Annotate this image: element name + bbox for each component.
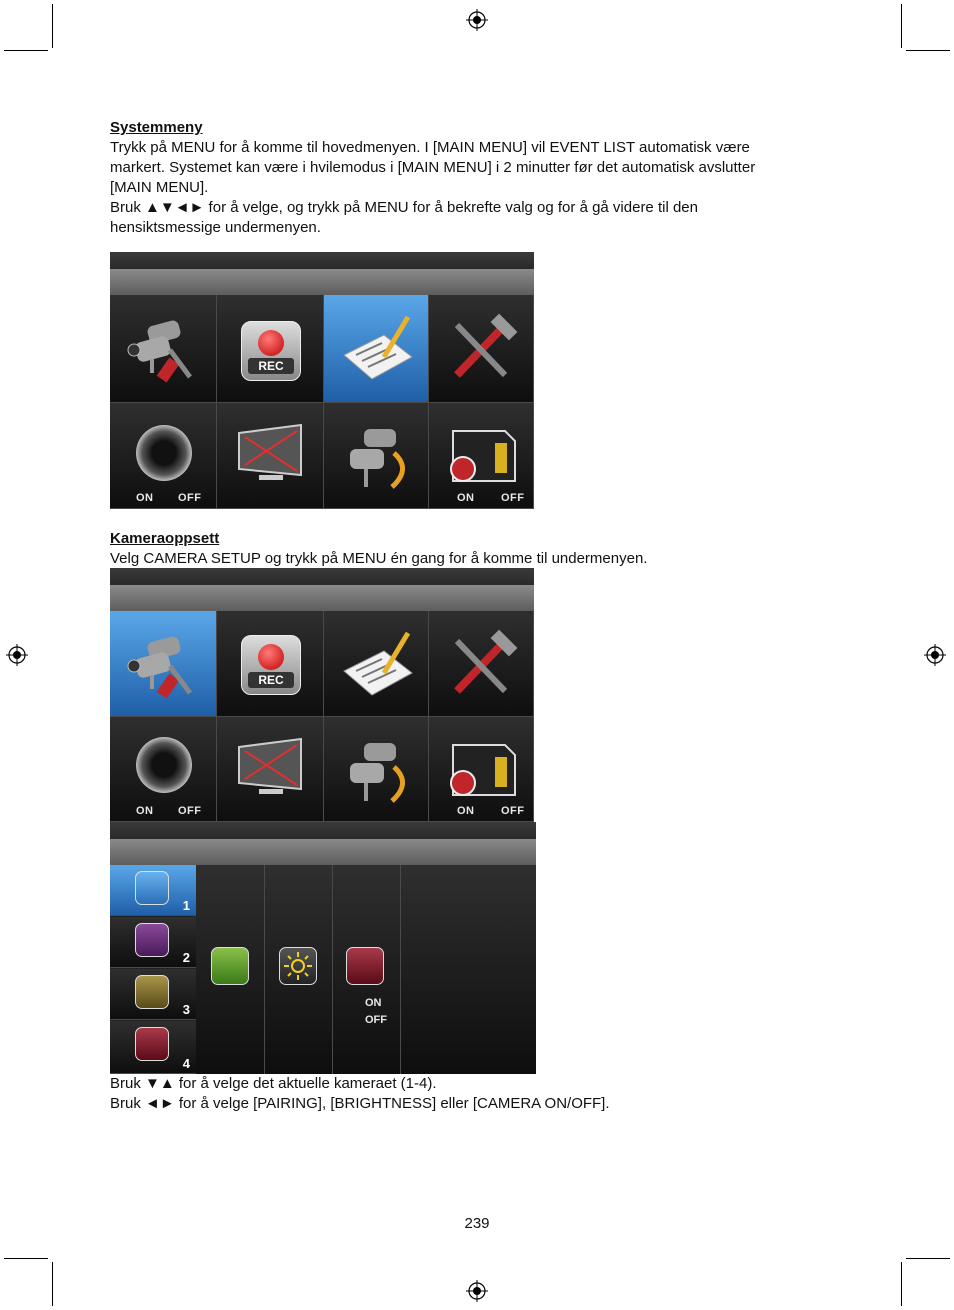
menu-status-bar <box>110 269 534 295</box>
brightness-icon <box>279 947 317 985</box>
camera-switch-icon <box>324 717 429 822</box>
monitor-tile[interactable] <box>217 717 324 822</box>
registration-mark-icon <box>924 644 946 666</box>
camera-icon <box>135 1027 169 1061</box>
off-label: OFF <box>365 1014 387 1026</box>
crop-mark <box>52 4 53 48</box>
brightness-column[interactable] <box>265 865 333 1074</box>
event-list-tile[interactable] <box>324 295 429 403</box>
speaker-icon <box>136 425 192 481</box>
camera-setup-tile[interactable] <box>110 295 217 403</box>
off-label: OFF <box>178 805 202 817</box>
record-icon <box>241 635 301 695</box>
menu-status-bar <box>110 839 536 865</box>
record-tile[interactable] <box>217 611 324 717</box>
menu-title-bar <box>110 252 534 269</box>
camera-4-button[interactable] <box>110 1021 196 1074</box>
camera-3-button[interactable] <box>110 969 196 1020</box>
on-label: ON <box>457 805 475 817</box>
monitor-tile[interactable] <box>217 403 324 509</box>
tools-icon <box>429 295 534 403</box>
body-text: Velg CAMERA SETUP og trykk på MENU én gang for å komme til undermenyen. <box>110 550 648 567</box>
camera-icon <box>135 975 169 1009</box>
event-list-tile[interactable] <box>324 611 429 717</box>
systemmeny-section <box>110 118 830 238</box>
crop-mark <box>4 1258 48 1259</box>
off-label: OFF <box>501 492 525 504</box>
body-text: [MAIN MENU]. <box>110 179 209 196</box>
section-heading: Systemmeny <box>110 119 203 136</box>
record-tile[interactable] <box>217 295 324 403</box>
crop-mark <box>901 1262 902 1306</box>
off-label: OFF <box>501 805 525 817</box>
menu-title-bar <box>110 568 534 585</box>
camera-onoff-column[interactable] <box>333 865 401 1074</box>
sound-tile[interactable] <box>110 717 217 822</box>
camera-1-button[interactable] <box>110 865 196 916</box>
camera-number: 3 <box>182 1002 190 1017</box>
crop-mark <box>906 1258 950 1259</box>
navigation-instructions <box>110 1074 830 1114</box>
registration-mark-icon <box>6 644 28 666</box>
on-label: ON <box>365 997 382 1009</box>
crop-mark <box>52 1262 53 1306</box>
body-text: Bruk ▼▲ for å velge det aktuelle kameraet (1-4). <box>110 1075 437 1092</box>
event-list-icon <box>324 295 429 403</box>
pairing-icon <box>211 947 249 985</box>
body-text: markert. Systemet kan være i hvilemodus i [MAIN MENU] i 2 minutter før det automatisk avslutter <box>110 159 756 176</box>
camera-power-icon <box>346 947 384 985</box>
sd-card-tile[interactable] <box>429 403 534 509</box>
record-icon <box>241 321 301 381</box>
section-heading: Kameraoppsett <box>110 530 220 547</box>
crop-mark <box>901 4 902 48</box>
kameraoppsett-section <box>110 529 830 569</box>
registration-mark-icon <box>466 1280 488 1302</box>
event-list-icon <box>324 611 429 717</box>
tools-tile[interactable] <box>429 295 534 403</box>
camera-setup-icon <box>110 295 217 403</box>
on-label: ON <box>136 492 154 504</box>
camera-list <box>110 865 197 1074</box>
sd-card-tile[interactable] <box>429 717 534 822</box>
main-menu-screen-camera-selected <box>110 568 534 822</box>
sound-tile[interactable] <box>110 403 217 509</box>
camera-setup-tile[interactable] <box>110 611 217 717</box>
tools-icon <box>429 611 534 717</box>
camera-switch-tile[interactable] <box>324 403 429 509</box>
registration-mark-icon <box>466 9 488 31</box>
camera-2-button[interactable] <box>110 917 196 968</box>
body-text: Bruk ◄► for å velge [PAIRING], [BRIGHTNESS] eller [CAMERA ON/OFF]. <box>110 1095 610 1112</box>
camera-switch-icon <box>324 403 429 509</box>
body-text: Bruk ▲▼◄► for å velge, og trykk på MENU for å bekrefte valg og for å gå videre til den <box>110 199 698 216</box>
empty-column <box>401 865 536 1074</box>
main-menu-screen <box>110 252 534 509</box>
body-text: hensiktsmessige undermenyen. <box>110 219 321 236</box>
rec-label: REC <box>248 672 294 688</box>
monitor-icon <box>217 717 324 822</box>
on-label: ON <box>457 492 475 504</box>
on-label: ON <box>136 805 154 817</box>
camera-icon <box>135 871 169 905</box>
crop-mark <box>906 50 950 51</box>
camera-switch-tile[interactable] <box>324 717 429 822</box>
camera-setup-submenu <box>110 822 536 1074</box>
page-number: 239 <box>464 1215 490 1232</box>
pairing-column[interactable] <box>196 865 265 1074</box>
camera-icon <box>135 923 169 957</box>
camera-setup-icon <box>110 611 217 717</box>
speaker-icon <box>136 737 192 793</box>
menu-title-bar <box>110 822 536 839</box>
monitor-icon <box>217 403 324 509</box>
rec-label: REC <box>248 358 294 374</box>
camera-number: 2 <box>182 950 190 965</box>
off-label: OFF <box>178 492 202 504</box>
crop-mark <box>4 50 48 51</box>
body-text: Trykk på MENU for å komme til hovedmenyen. I [MAIN MENU] vil EVENT LIST automatisk være <box>110 139 750 156</box>
camera-number: 1 <box>182 898 190 913</box>
tools-tile[interactable] <box>429 611 534 717</box>
menu-status-bar <box>110 585 534 611</box>
camera-number: 4 <box>182 1056 190 1071</box>
